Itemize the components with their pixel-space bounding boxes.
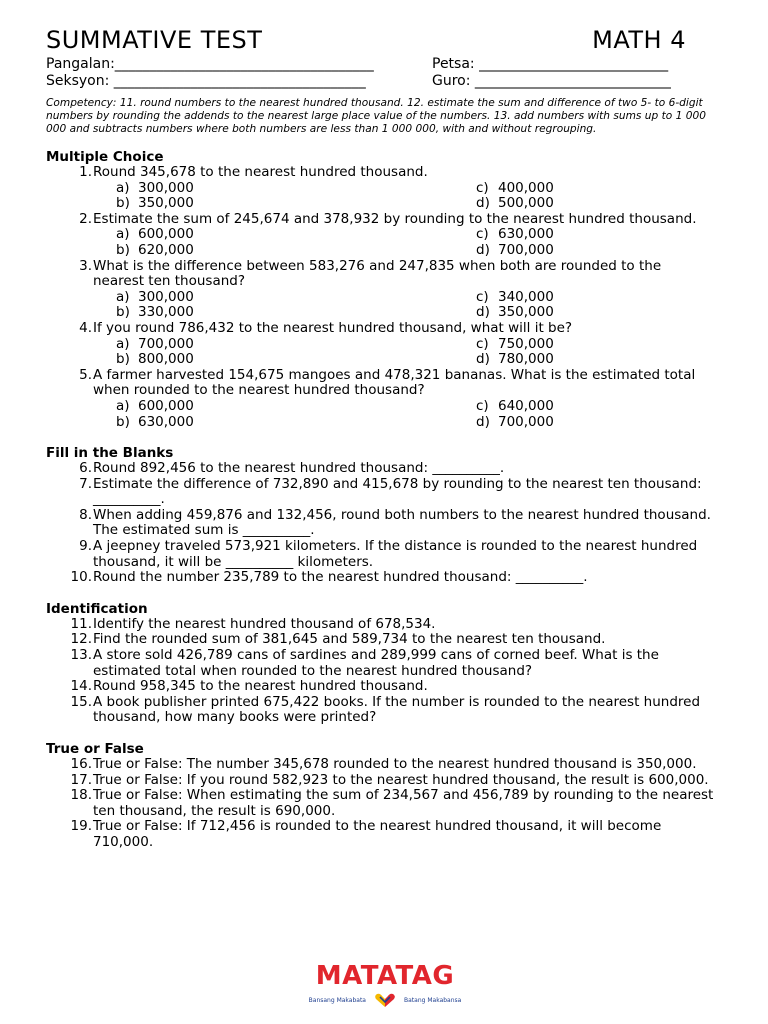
answer-choices bbox=[46, 399, 716, 430]
question-number: 1. bbox=[79, 164, 92, 180]
choice-letter: d) bbox=[476, 304, 490, 321]
choice-letter: c) bbox=[476, 397, 489, 414]
answer-choice bbox=[46, 399, 476, 415]
question-number: 11. bbox=[70, 615, 92, 632]
question-text: Round 958,345 to the nearest hundred thousand. bbox=[93, 678, 428, 695]
choice-row bbox=[46, 243, 716, 259]
choice-letter: c) bbox=[476, 335, 489, 352]
answer-choice bbox=[46, 196, 476, 212]
question-item bbox=[46, 165, 716, 181]
answer-choice bbox=[46, 305, 476, 321]
choice-letter: c) bbox=[476, 226, 489, 243]
question-number: 12. bbox=[70, 631, 92, 648]
question-number: 13. bbox=[70, 647, 92, 664]
question-number: 19. bbox=[70, 818, 92, 835]
answer-choice bbox=[476, 337, 716, 353]
section-title: Fill in the Blanks bbox=[46, 445, 174, 462]
question-number: 15. bbox=[70, 693, 92, 710]
question-item bbox=[46, 477, 716, 508]
question-item bbox=[46, 632, 716, 648]
question-text: Estimate the sum of 245,674 and 378,932 by rounding to the nearest hundred thousand. bbox=[93, 210, 697, 227]
question-item bbox=[46, 679, 716, 695]
question-text: Round 345,678 to the nearest hundred thousand. bbox=[93, 164, 428, 180]
choice-value: 500,000 bbox=[498, 195, 554, 212]
question-number: 17. bbox=[70, 771, 92, 788]
choice-letter: a) bbox=[116, 179, 130, 196]
section-title: True or False bbox=[46, 741, 144, 757]
choice-letter: b) bbox=[116, 351, 130, 368]
choice-letter: a) bbox=[116, 288, 130, 305]
question-number: 2. bbox=[79, 210, 92, 227]
choice-value: 700,000 bbox=[138, 335, 194, 352]
question-text: A jeepney traveled 573,921 kilometers. If the distance is rounded to the nearest hundred thousand, it will be __________ kilometers. bbox=[93, 538, 698, 570]
choice-row bbox=[46, 415, 716, 431]
choice-value: 350,000 bbox=[498, 304, 554, 321]
question-item bbox=[46, 788, 716, 819]
question-number: 16. bbox=[70, 756, 92, 772]
question-text: True or False: If you round 582,923 to the nearest hundred thousand, the result is 600,000. bbox=[93, 771, 709, 788]
question-text: A farmer harvested 154,675 mangoes and 478,321 bananas. What is the estimated total when rounded to the nearest hundred thousand? bbox=[93, 366, 696, 399]
question-text: Estimate the difference of 732,890 and 415,678 by rounding to the nearest ten thousand: __________. bbox=[93, 475, 702, 508]
answer-choice bbox=[476, 290, 716, 306]
answer-choices bbox=[46, 337, 716, 368]
question-number: 8. bbox=[79, 506, 92, 523]
question-text: If you round 786,432 to the nearest hundred thousand, what will it be? bbox=[93, 319, 573, 336]
question-number: 7. bbox=[79, 475, 92, 492]
choice-letter: b) bbox=[116, 304, 130, 321]
question-item bbox=[46, 648, 716, 679]
title-row bbox=[46, 26, 716, 56]
choice-value: 600,000 bbox=[138, 226, 194, 243]
choice-letter: b) bbox=[116, 413, 130, 430]
choice-value: 350,000 bbox=[138, 195, 194, 212]
answer-choice bbox=[46, 243, 476, 259]
choice-row bbox=[46, 352, 716, 368]
choice-value: 300,000 bbox=[138, 288, 194, 305]
answer-choices bbox=[46, 290, 716, 321]
answer-choice bbox=[46, 337, 476, 353]
section-title: Identification bbox=[46, 600, 148, 617]
answer-choice bbox=[46, 352, 476, 368]
name-field: Pangalan:_____________________________________ bbox=[46, 56, 374, 72]
answer-choice bbox=[476, 243, 716, 259]
answer-choices bbox=[46, 227, 716, 258]
question-item bbox=[46, 757, 716, 773]
choice-value: 630,000 bbox=[498, 226, 554, 243]
choice-value: 640,000 bbox=[498, 397, 554, 414]
teacher-field: Guro: ____________________________ bbox=[432, 73, 671, 89]
question-text: Round the number 235,789 to the nearest hundred thousand: __________. bbox=[93, 569, 588, 586]
choice-letter: d) bbox=[476, 351, 490, 368]
choice-value: 300,000 bbox=[138, 179, 194, 196]
choice-letter: a) bbox=[116, 335, 130, 352]
answer-choice bbox=[476, 305, 716, 321]
question-number: 5. bbox=[79, 366, 92, 383]
fill-blanks-section bbox=[46, 445, 716, 586]
question-number: 9. bbox=[79, 538, 92, 555]
section-teacher-row bbox=[46, 73, 716, 90]
question-text: Round 892,456 to the nearest hundred thousand: __________. bbox=[93, 460, 505, 477]
question-text: When adding 459,876 and 132,456, round both numbers to the nearest hundred thousand. The estimated sum is __________. bbox=[93, 506, 711, 539]
question-number: 6. bbox=[79, 460, 92, 477]
subject-title: MATH 4 bbox=[592, 26, 686, 54]
question-text: Find the rounded sum of 381,645 and 589,734 to the nearest ten thousand. bbox=[93, 631, 606, 648]
logo-wordmark: MATATAG bbox=[315, 961, 455, 991]
question-item bbox=[46, 259, 716, 290]
matatag-logo bbox=[306, 962, 464, 1012]
answer-choice bbox=[46, 227, 476, 243]
logo-tagline-right: Batang Makabansa bbox=[404, 996, 462, 1004]
answer-choices bbox=[46, 181, 716, 212]
choice-value: 800,000 bbox=[138, 351, 194, 368]
logo-tagline bbox=[306, 992, 464, 1008]
test-title: SUMMATIVE TEST bbox=[46, 26, 263, 54]
choice-letter: b) bbox=[116, 241, 130, 258]
answer-choice bbox=[46, 290, 476, 306]
question-number: 3. bbox=[79, 257, 92, 274]
choice-value: 340,000 bbox=[498, 288, 554, 305]
question-number: 14. bbox=[70, 678, 92, 695]
choice-row bbox=[46, 337, 716, 353]
choice-row bbox=[46, 181, 716, 197]
question-text: A store sold 426,789 cans of sardines and 289,999 cans of corned beef. What is the estimated total when rounded to the nearest hundred thousand? bbox=[93, 647, 659, 679]
section-field: Seksyon: ____________________________________ bbox=[46, 73, 366, 89]
choice-letter: a) bbox=[116, 397, 130, 414]
multiple-choice-section bbox=[46, 149, 716, 430]
question-item bbox=[46, 368, 716, 399]
question-text: Identify the nearest hundred thousand of 678,534. bbox=[93, 615, 436, 632]
choice-row bbox=[46, 290, 716, 306]
choice-value: 620,000 bbox=[138, 241, 194, 258]
question-item bbox=[46, 212, 716, 228]
test-page bbox=[46, 26, 716, 866]
choice-row bbox=[46, 227, 716, 243]
choice-value: 750,000 bbox=[498, 335, 554, 352]
question-item bbox=[46, 461, 716, 477]
question-item bbox=[46, 570, 716, 586]
question-item bbox=[46, 819, 716, 850]
question-item bbox=[46, 508, 716, 539]
answer-choice bbox=[476, 399, 716, 415]
choice-row bbox=[46, 399, 716, 415]
question-text: A book publisher printed 675,422 books. If the number is rounded to the nearest hundred thousand, how many books were printed? bbox=[93, 693, 701, 726]
logo-tagline-left: Bansang Makabata bbox=[308, 996, 366, 1004]
question-item bbox=[46, 773, 716, 789]
question-text: True or False: When estimating the sum of 234,567 and 456,789 by rounding to the nearest ten thousand, the result is 690,000. bbox=[93, 787, 714, 819]
answer-choice bbox=[46, 415, 476, 431]
choice-value: 630,000 bbox=[138, 413, 194, 430]
heart-hands-icon bbox=[373, 992, 397, 1008]
answer-choice bbox=[476, 227, 716, 243]
question-item bbox=[46, 321, 716, 337]
name-date-row bbox=[46, 56, 716, 73]
answer-choice bbox=[476, 196, 716, 212]
question-number: 10. bbox=[70, 569, 92, 586]
choice-row bbox=[46, 305, 716, 321]
answer-choice bbox=[46, 181, 476, 197]
choice-value: 400,000 bbox=[498, 179, 554, 196]
question-item bbox=[46, 695, 716, 726]
answer-choice bbox=[476, 415, 716, 431]
true-false-section bbox=[46, 741, 716, 851]
choice-letter: d) bbox=[476, 413, 490, 430]
choice-letter: c) bbox=[476, 179, 489, 196]
date-field: Petsa: ___________________________ bbox=[432, 56, 669, 72]
answer-choice bbox=[476, 352, 716, 368]
question-item bbox=[46, 617, 716, 633]
choice-value: 700,000 bbox=[498, 241, 554, 258]
question-text: True or False: If 712,456 is rounded to the nearest hundred thousand, it will become 710,000. bbox=[93, 818, 662, 850]
identification-section bbox=[46, 601, 716, 726]
question-number: 18. bbox=[70, 787, 92, 804]
choice-letter: b) bbox=[116, 195, 130, 212]
choice-letter: d) bbox=[476, 195, 490, 212]
choice-letter: d) bbox=[476, 241, 490, 258]
competency-text: Competency: 11. round numbers to the nearest hundred thousand. 12. estimate the sum and difference of two 5- to 6-digit numbers by rounding the addends to the nearest large place value of the numbers. 13. add numbers with sums up to 1 000 000 and subtracts numbers where both numbers are less than 1 000 000, with and without regrouping. bbox=[46, 97, 706, 135]
choice-letter: a) bbox=[116, 226, 130, 243]
choice-row bbox=[46, 196, 716, 212]
question-item bbox=[46, 539, 716, 570]
answer-choice bbox=[476, 181, 716, 197]
question-text: What is the difference between 583,276 and 247,835 when both are rounded to the nearest ten thousand? bbox=[93, 257, 662, 290]
choice-value: 700,000 bbox=[498, 413, 554, 430]
choice-value: 780,000 bbox=[498, 351, 554, 368]
section-title: Multiple Choice bbox=[46, 149, 164, 165]
choice-value: 600,000 bbox=[138, 397, 194, 414]
choice-value: 330,000 bbox=[138, 304, 194, 321]
choice-letter: c) bbox=[476, 288, 489, 305]
question-text: True or False: The number 345,678 rounded to the nearest hundred thousand is 350,000. bbox=[93, 756, 697, 772]
question-number: 4. bbox=[79, 319, 92, 336]
